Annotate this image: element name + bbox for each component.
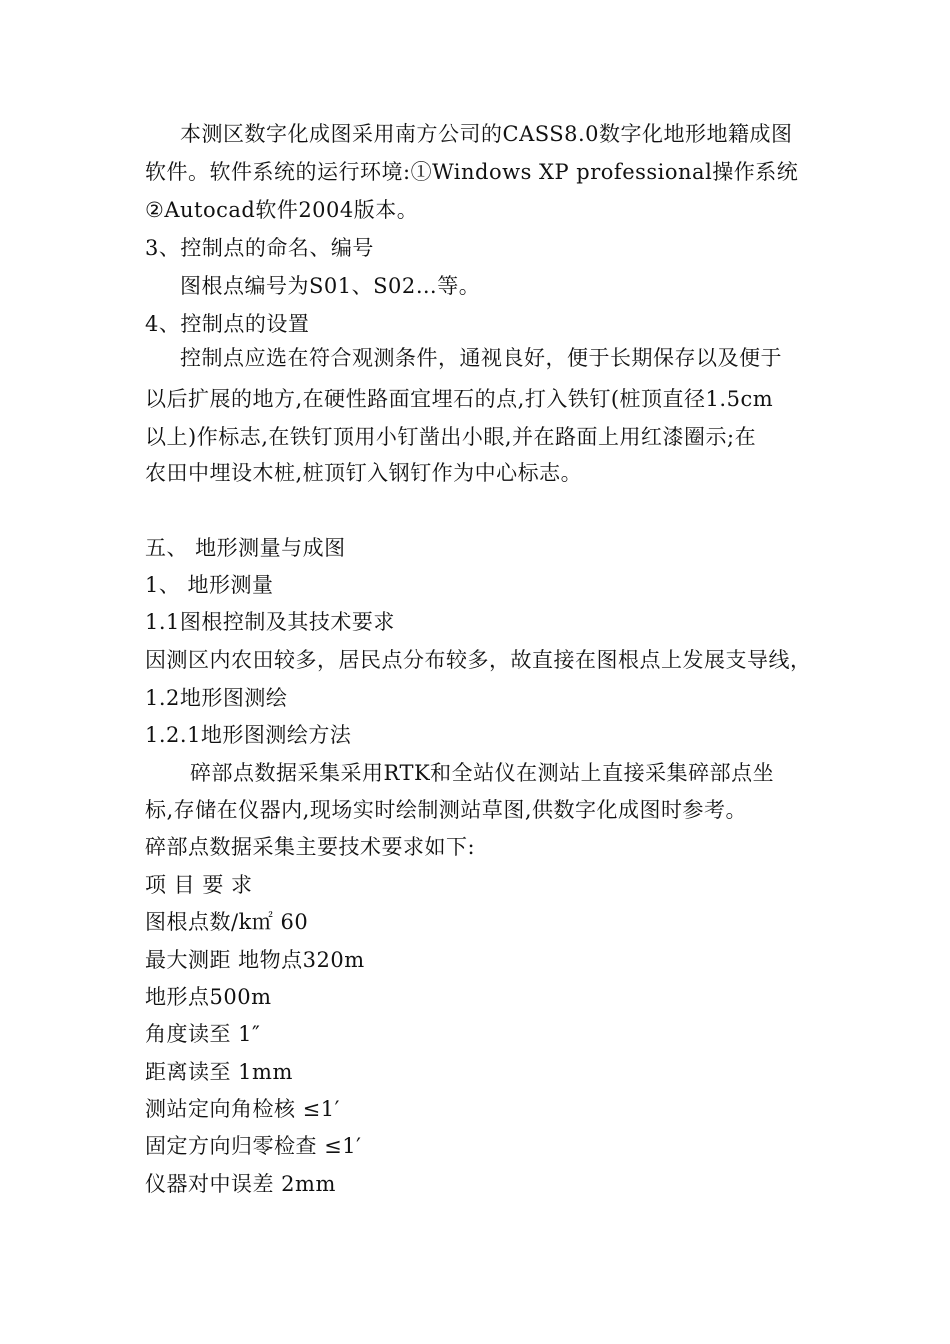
requirement-item: 最大测距 地物点320m xyxy=(145,948,365,972)
paragraph-line: 碎部点数据采集主要技术要求如下: xyxy=(145,835,476,859)
section-heading: 3、控制点的命名、编号 xyxy=(145,236,374,260)
paragraph-line: 以后扩展的地方,在硬性路面宜埋石的点,打入铁钉(桩顶直径1.5cm xyxy=(145,387,774,411)
section-heading: 4、控制点的设置 xyxy=(145,312,310,336)
requirement-item: 距离读至 1mm xyxy=(145,1060,293,1084)
subsection-heading: 1.2.1地形图测绘方法 xyxy=(145,723,352,747)
subsection-heading: 1.2地形图测绘 xyxy=(145,686,288,710)
requirement-item: 测站定向角检核 ≤1′ xyxy=(145,1097,340,1121)
subsection-heading: 1.1图根控制及其技术要求 xyxy=(145,610,395,634)
paragraph-line: 农田中埋设木桩,桩顶钉入钢钉作为中心标志。 xyxy=(145,461,583,485)
paragraph-line: 以上)作标志,在铁钉顶用小钉凿出小眼,并在路面上用红漆圈示;在 xyxy=(145,425,757,449)
requirement-item: 角度读至 1″ xyxy=(145,1022,261,1046)
paragraph-line: 图根点编号为S01、S02…等。 xyxy=(180,274,481,298)
paragraph-line: 因测区内农田较多，居民点分布较多，故直接在图根点上发展支导线， xyxy=(145,648,812,672)
paragraph-line: 软件。软件系统的运行环境:①Windows XP professional操作系统 xyxy=(145,160,799,184)
paragraph-line: 控制点应选在符合观测条件，通视良好，便于长期保存以及便于 xyxy=(180,346,782,370)
paragraph-line: 标,存储在仪器内,现场实时绘制测站草图,供数字化成图时参考。 xyxy=(145,798,748,822)
requirement-item: 固定方向归零检查 ≤1′ xyxy=(145,1134,362,1158)
paragraph-line: 碎部点数据采集采用RTK和全站仪在测站上直接采集碎部点坐 xyxy=(190,761,775,785)
paragraph-line: 本测区数字化成图采用南方公司的CASS8.0数字化地形地籍成图 xyxy=(180,122,793,146)
chapter-heading: 五、 地形测量与成图 xyxy=(145,536,346,560)
table-header: 项 目 要 求 xyxy=(145,873,253,897)
requirement-item: 地形点500m xyxy=(145,985,272,1009)
section-heading: 1、 地形测量 xyxy=(145,573,274,597)
paragraph-line: ②Autocad软件2004版本。 xyxy=(145,198,419,222)
requirement-item: 图根点数/k㎡ 60 xyxy=(145,910,309,934)
requirement-item: 仪器对中误差 2mm xyxy=(145,1172,336,1196)
